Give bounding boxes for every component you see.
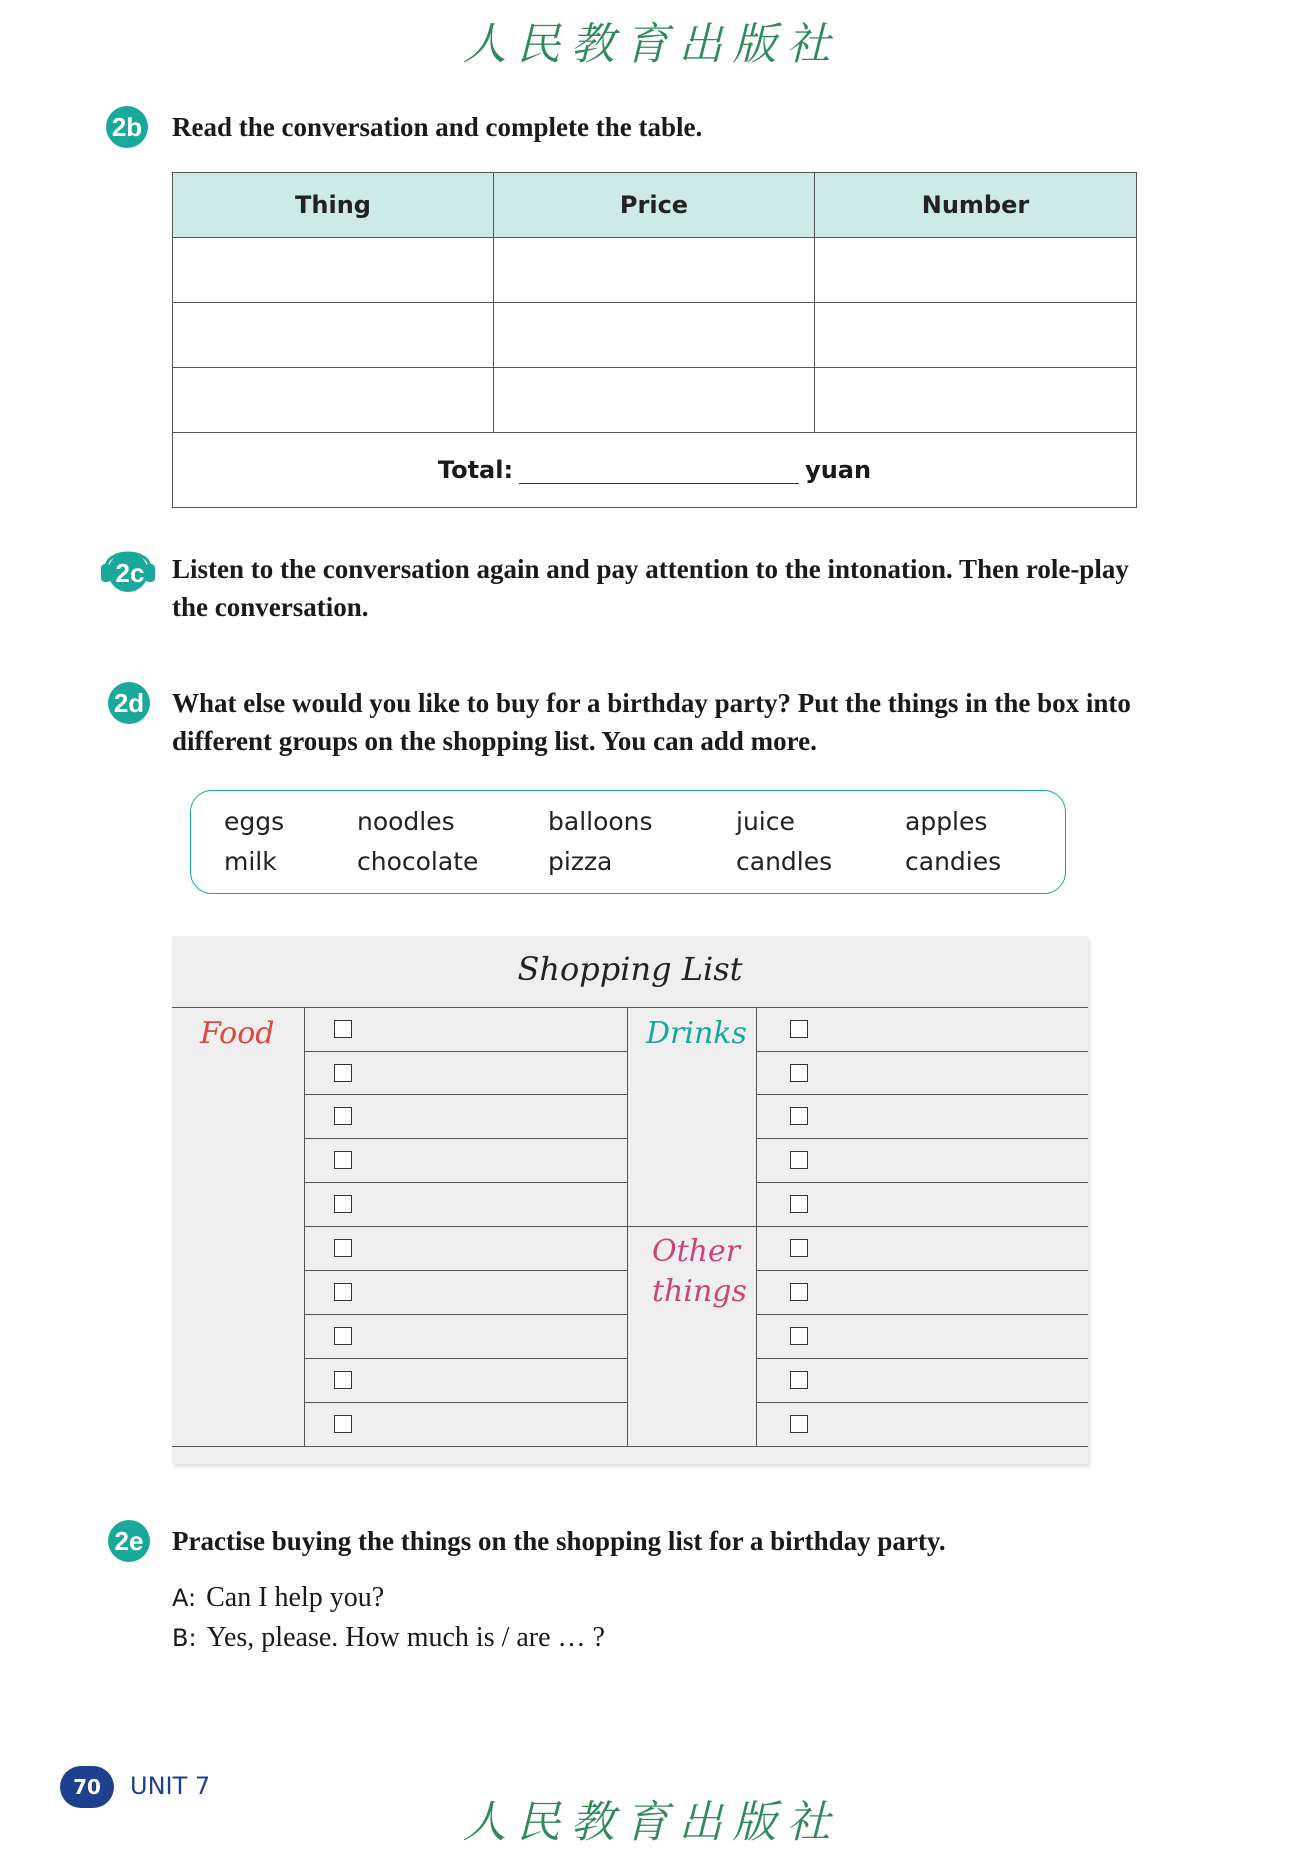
dialogue-line-b [172, 1622, 605, 1654]
grid-line [304, 1270, 627, 1271]
checkbox[interactable] [334, 1020, 352, 1038]
checkbox[interactable] [790, 1371, 808, 1389]
blank-cell[interactable] [494, 368, 815, 433]
speaker-a: A: [172, 1584, 197, 1612]
total-row [173, 433, 1137, 508]
price-table [172, 172, 1137, 508]
instruction-2e: Practise buying the things on the shopping list for a birthday party. [172, 1526, 946, 1556]
grid-line [756, 1314, 1088, 1315]
instruction-2d: What else would you like to buy for a birthday party? Put the things in the box into different groups on the shopping list. You can add more. [172, 688, 1131, 756]
section-badge-2b: 2b [106, 106, 148, 148]
table-row [173, 303, 1137, 368]
blank-cell[interactable] [494, 238, 815, 303]
checkbox[interactable] [334, 1151, 352, 1169]
publisher-logo-top: 人民教育出版社 [462, 19, 841, 70]
grid-line [304, 1226, 627, 1227]
word: juice [736, 807, 795, 836]
header-number: Number [815, 173, 1137, 238]
blank-cell[interactable] [815, 238, 1137, 303]
word: chocolate [357, 847, 479, 876]
grid-line [304, 1314, 627, 1315]
blank-cell[interactable] [815, 368, 1137, 433]
grid-line [756, 1182, 1088, 1183]
grid-line [756, 1402, 1088, 1403]
word: candles [736, 847, 833, 876]
checkbox[interactable] [790, 1415, 808, 1433]
section-badge-2e: 2e [108, 1520, 150, 1562]
section-badge-2c: 2c [115, 557, 145, 588]
category-drinks: Drinks [646, 1016, 747, 1051]
checkbox[interactable] [334, 1195, 352, 1213]
total-label: Total: [437, 456, 514, 484]
checkbox[interactable] [790, 1239, 808, 1257]
category-other-things: Other things [652, 1234, 747, 1309]
blank-cell[interactable] [173, 368, 494, 433]
table-row [173, 238, 1137, 303]
grid-line [304, 1358, 627, 1359]
word: pizza [548, 847, 613, 876]
unit-label: UNIT 7 [130, 1772, 211, 1800]
grid-line [756, 1051, 1088, 1052]
total-unit: yuan [805, 456, 872, 484]
shopping-list-title: Shopping List [517, 950, 743, 988]
word: milk [224, 847, 277, 876]
grid-line [627, 1226, 756, 1227]
checkbox[interactable] [790, 1151, 808, 1169]
checkbox[interactable] [334, 1107, 352, 1125]
shopping-list [172, 936, 1088, 1464]
checkbox[interactable] [334, 1064, 352, 1082]
header-price: Price [494, 173, 815, 238]
word: balloons [548, 807, 653, 836]
instruction-2c: Listen to the conversation again and pay attention to the intonation. Then role-play the conversation. [172, 554, 1129, 622]
checkbox[interactable] [790, 1195, 808, 1213]
word: noodles [357, 807, 455, 836]
blank-cell[interactable] [815, 303, 1137, 368]
checkbox[interactable] [790, 1020, 808, 1038]
grid-line [172, 1007, 1088, 1008]
word: eggs [224, 807, 285, 836]
category-food: Food [200, 1016, 275, 1051]
checkbox[interactable] [334, 1239, 352, 1257]
speaker-b: B: [172, 1624, 197, 1652]
grid-line [756, 1358, 1088, 1359]
grid-line [756, 1270, 1088, 1271]
grid-line [756, 1138, 1088, 1139]
page-number: 70 [60, 1766, 114, 1808]
checkbox[interactable] [790, 1064, 808, 1082]
grid-line [304, 1007, 305, 1446]
grid-line [304, 1051, 627, 1052]
blank-cell[interactable] [173, 238, 494, 303]
checkbox[interactable] [790, 1327, 808, 1345]
header-thing: Thing [173, 173, 494, 238]
checkbox[interactable] [334, 1327, 352, 1345]
grid-line [756, 1007, 757, 1446]
checkbox[interactable] [790, 1107, 808, 1125]
word: candies [905, 847, 1002, 876]
checkbox[interactable] [334, 1415, 352, 1433]
grid-line [756, 1094, 1088, 1095]
grid-line [756, 1226, 1088, 1227]
total-cell [173, 433, 1137, 508]
checkbox[interactable] [334, 1371, 352, 1389]
table-row [173, 368, 1137, 433]
grid-line [304, 1402, 627, 1403]
word: apples [905, 807, 988, 836]
dialogue-line-a [172, 1582, 384, 1614]
instruction-2b: Read the conversation and complete the table. [172, 112, 703, 142]
grid-line [627, 1007, 628, 1446]
section-badge-2d: 2d [108, 682, 150, 724]
checkbox[interactable] [334, 1283, 352, 1301]
publisher-logo-bottom: 人民教育出版社 [462, 1797, 841, 1848]
checkbox[interactable] [790, 1283, 808, 1301]
grid-line [304, 1138, 627, 1139]
word-box [190, 790, 1066, 894]
grid-line [172, 1446, 1088, 1447]
grid-line [304, 1182, 627, 1183]
dialogue-text: Yes, please. How much is / are … ? [206, 1622, 605, 1653]
total-blank[interactable] [519, 465, 799, 484]
blank-cell[interactable] [173, 303, 494, 368]
blank-cell[interactable] [494, 303, 815, 368]
grid-line [304, 1094, 627, 1095]
dialogue-text: Can I help you? [206, 1582, 385, 1613]
